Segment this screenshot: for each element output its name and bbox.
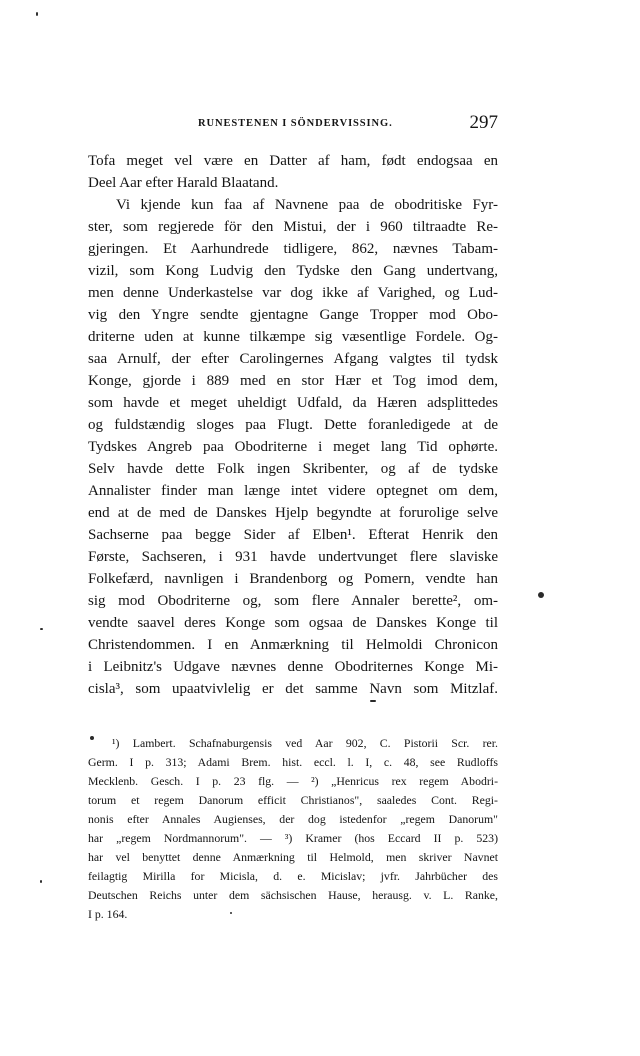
scan-speck xyxy=(40,880,42,883)
body-line: som havde et meget uheldigt Udfald, da Hæren adsplittedes xyxy=(88,395,498,411)
footnote-line: har „regem Nordmannorum". — ³) Kramer (hos Eccard II p. 523) xyxy=(88,831,498,845)
scan-speck xyxy=(90,736,94,740)
footnote-line: nonis efter Annales Augienses, der dog istedenfor „regem Danorum" xyxy=(88,812,498,826)
body-line: i Leibnitz's Udgave nævnes denne Obodriternes Konge Mi- xyxy=(88,659,498,675)
scan-speck xyxy=(370,700,376,702)
body-line: og fuldstændig sloges paa Flugt. Dette foranledigede at de xyxy=(88,417,498,433)
footnote-line: torum et regem Danorum efficit Christianos", saaledes Cont. Regi- xyxy=(88,793,498,807)
body-line: gjeringen. Et Aarhundrede tidligere, 862, nævnes Tabam- xyxy=(88,241,498,257)
body-line: Folkefærd, navnligen i Brandenborg og Pomern, vendte han xyxy=(88,571,498,587)
running-header xyxy=(88,112,498,134)
scan-speck xyxy=(36,12,38,16)
body-line: end at de med de Danskes Hjelp begyndte at forurolige selve xyxy=(88,505,498,521)
running-title: RUNESTENEN I SÖNDERVISSING. xyxy=(198,118,393,129)
body-line: Første, Sachseren, i 931 havde undertvunget flere slaviske xyxy=(88,549,498,565)
body-line: Vi kjende kun faa af Navnene paa de obodritiske Fyr- xyxy=(116,197,498,213)
body-line: vizil, som Kong Ludvig den Tydske den Gang undertvang, xyxy=(88,263,498,279)
body-line: Christendommen. I en Anmærkning til Helmoldi Chronicon xyxy=(88,637,498,653)
body-line: Deel Aar efter Harald Blaatand. xyxy=(88,175,279,191)
body-line: saa Arnulf, der efter Carolingernes Afgang valgtes til tydsk xyxy=(88,351,498,367)
body-line: vig den Yngre sendte gjentagne Gange Tropper mod Obo- xyxy=(88,307,498,323)
body-line: Sachserne paa begge Sider af Elben¹. Efterat Henrik den xyxy=(88,527,498,543)
footnote-line: Mecklenb. Gesch. I p. 23 flg. — ²) „Henricus rex regem Abodri- xyxy=(88,774,498,788)
body-line: Tofa meget vel være en Datter af ham, født endogsaa en xyxy=(88,153,498,169)
body-line: Selv havde dette Folk ingen Skribenter, og af de tydske xyxy=(88,461,498,477)
footnote-line: ¹) Lambert. Schafnaburgensis ved Aar 902, C. Pistorii Scr. rer. xyxy=(112,736,498,750)
body-line: Annalister finder man længe intet videre optegnet om dem, xyxy=(88,483,498,499)
footnote-line: Germ. I p. 313; Adami Brem. hist. eccl. l. I, c. 48, see Rudloffs xyxy=(88,755,498,769)
body-line: men denne Underkastelse var dog ikke af Varighed, og Lud- xyxy=(88,285,498,301)
body-line: ster, som regjerede för den Mistui, der i 960 tiltraadte Re- xyxy=(88,219,498,235)
scan-speck xyxy=(538,592,544,598)
body-line: Konge, gjorde i 889 med en stor Hær et Tog imod dem, xyxy=(88,373,498,389)
scan-speck xyxy=(230,912,232,914)
body-line: sig mod Obodriterne og, som flere Annaler berette², om- xyxy=(88,593,498,609)
footnote-line: feilagtig Mirilla for Micisla, d. e. Micislav; jvfr. Jahrbücher des xyxy=(88,869,498,883)
scan-speck xyxy=(40,628,43,630)
body-line: vendte saavel deres Konge som ogsaa de Danskes Konge til xyxy=(88,615,498,631)
body-line: cisla³, som upaatvivlelig er det samme Navn som Mitzlaf. xyxy=(88,681,498,697)
body-line: Tydskes Angreb paa Obodriterne i meget lang Tid ophørte. xyxy=(88,439,498,455)
page-number: 297 xyxy=(469,112,498,133)
footnote-line: I p. 164. xyxy=(88,907,128,921)
footnote-line: har vel benyttet denne Anmærkning til Helmold, men skriver Navnet xyxy=(88,850,498,864)
footnote-line: Deutschen Reichs unter dem sächsischen Hause, herausg. v. L. Ranke, xyxy=(88,888,498,902)
body-line: driterne uden at kunne tilkæmpe sig væsentlige Fordele. Og- xyxy=(88,329,498,345)
